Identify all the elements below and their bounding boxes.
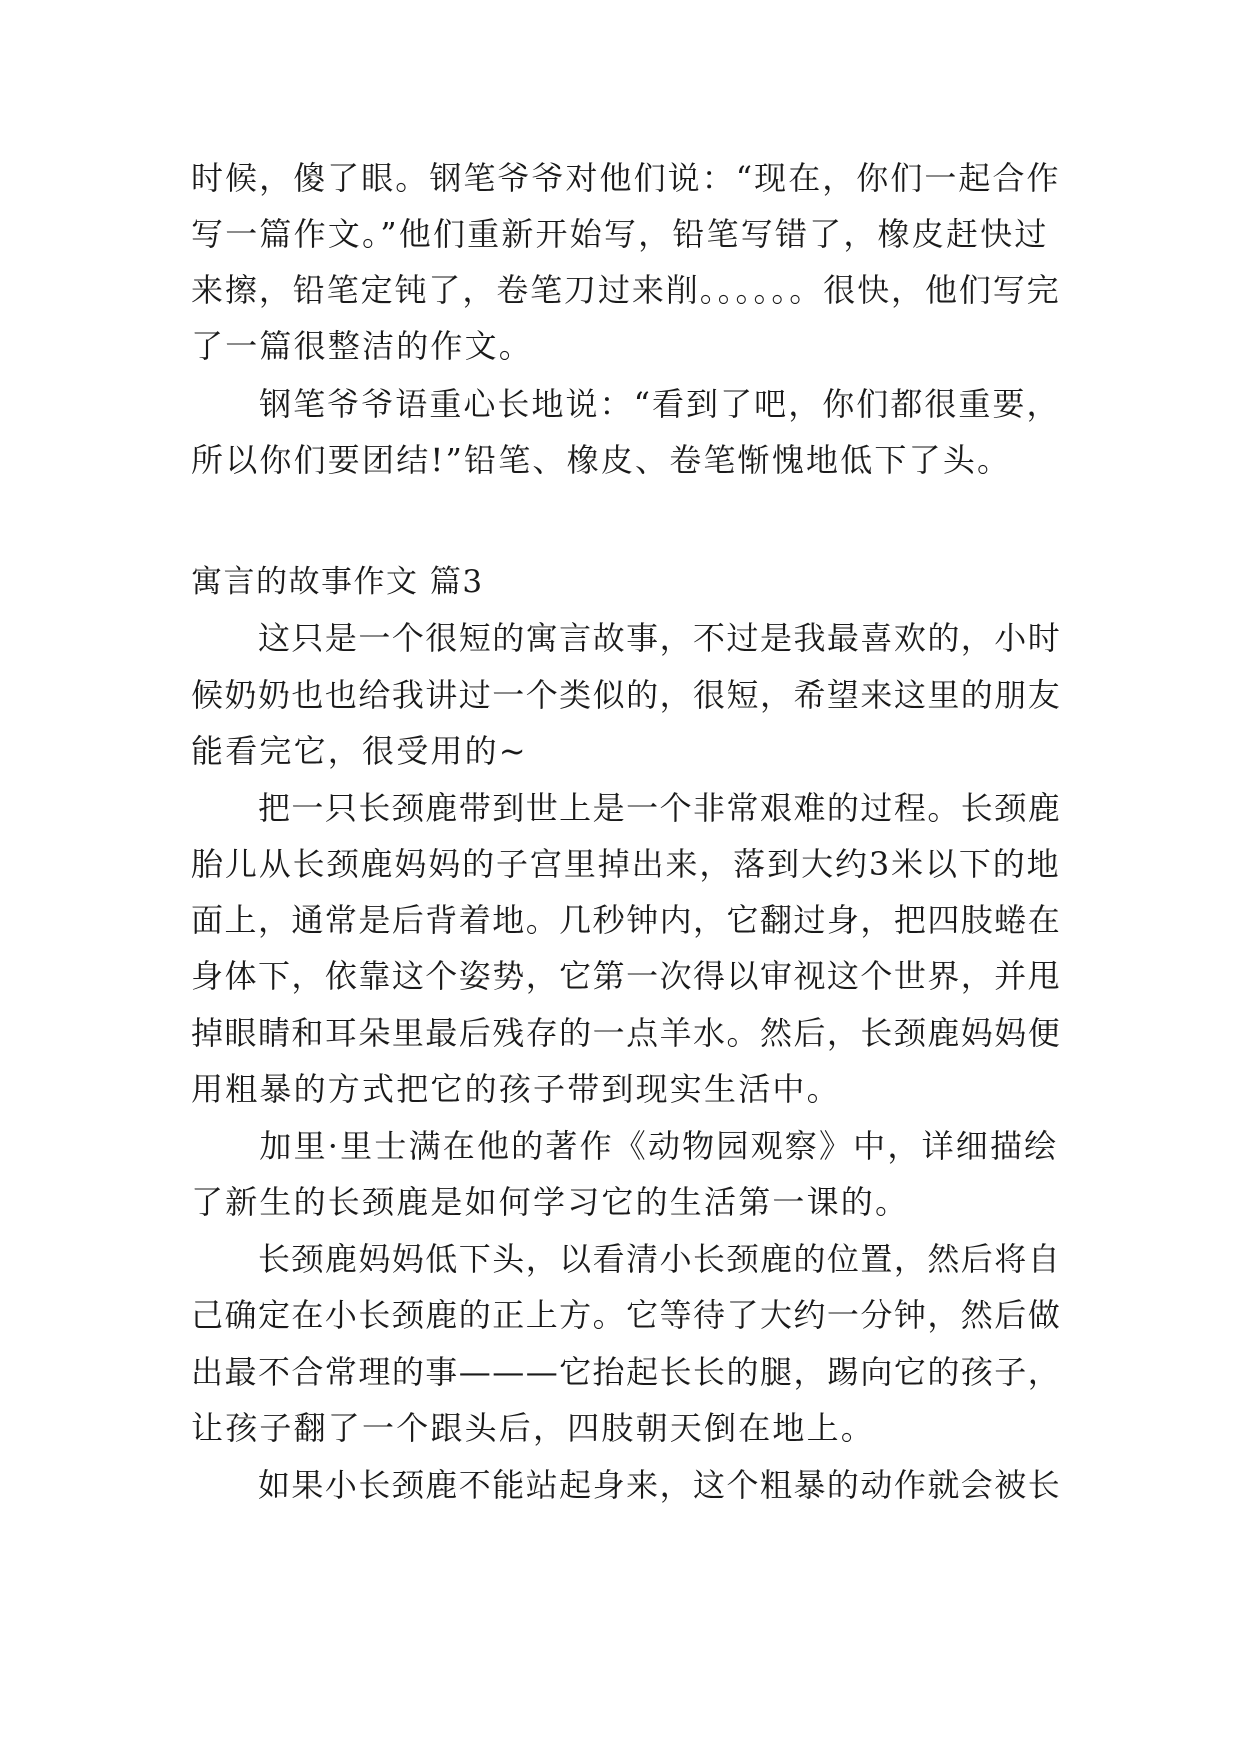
text-line-13: 面上，通常是后背着地。几秒钟内，它翻过身，把四肢蜷在 [191,901,1062,939]
text-line-16: 用粗暴的方式把它的孩子带到现实生活中。 [191,1070,841,1108]
text-line-14: 身体下，依靠这个姿势，它第一次得以审视这个世界，并甩 [191,957,1062,995]
text-line-23: 如果小长颈鹿不能站起身来，这个粗暴的动作就会被长 [191,1466,1062,1504]
text-line-15: 掉眼睛和耳朵里最后残存的一点羊水。然后，长颈鹿妈妈便 [191,1014,1062,1052]
text-line-3: 来擦，铅笔定钝了，卷笔刀过来削。。。。。。很快，他们写完 [191,271,1061,309]
text-line-11: 把一只长颈鹿带到世上是一个非常艰难的过程。长颈鹿 [191,789,1062,827]
text-line-1: 时候，傻了眼。钢笔爷爷对他们说：“现在，你们一起合作 [191,159,1061,197]
text-line-19: 长颈鹿妈妈低下头，以看清小长颈鹿的位置，然后将自 [191,1240,1062,1278]
text-line-12: 胎儿从长颈鹿妈妈的子宫里掉出来，落到大约3米以下的地 [191,845,1061,883]
text-line-6: 所以你们要团结!”铅笔、橡皮、卷笔惭愧地低下了头。 [191,441,1012,479]
text-line-20: 己确定在小长颈鹿的正上方。它等待了大约一分钟，然后做 [191,1296,1062,1334]
text-line-18: 了新生的长颈鹿是如何学习它的生活第一课的。 [191,1183,910,1221]
text-line-2: 写一篇作文。”他们重新开始写，铅笔写错了，橡皮赶快过 [191,215,1049,253]
text-line-22: 让孩子翻了一个跟头后，四肢朝天倒在地上。 [191,1409,876,1447]
text-line-4: 了一篇很整洁的作文。 [191,327,534,365]
text-line-21: 出最不合常理的事———它抬起长长的腿，踢向它的孩子， [191,1353,1062,1391]
section-heading: 寓言的故事作文 篇3 [191,564,484,600]
text-line-10: 能看完它，很受用的~ [191,732,528,770]
text-line-8: 这只是一个很短的寓言故事，不过是我最喜欢的，小时 [191,619,1062,657]
text-line-17: 加里·里士满在他的著作《动物园观察》中，详细描绘 [191,1127,1059,1165]
text-line-9: 候奶奶也也给我讲过一个类似的，很短，希望来这里的朋友 [191,676,1062,714]
text-line-5: 钢笔爷爷语重心长地说：“看到了吧，你们都很重要， [191,385,1061,423]
